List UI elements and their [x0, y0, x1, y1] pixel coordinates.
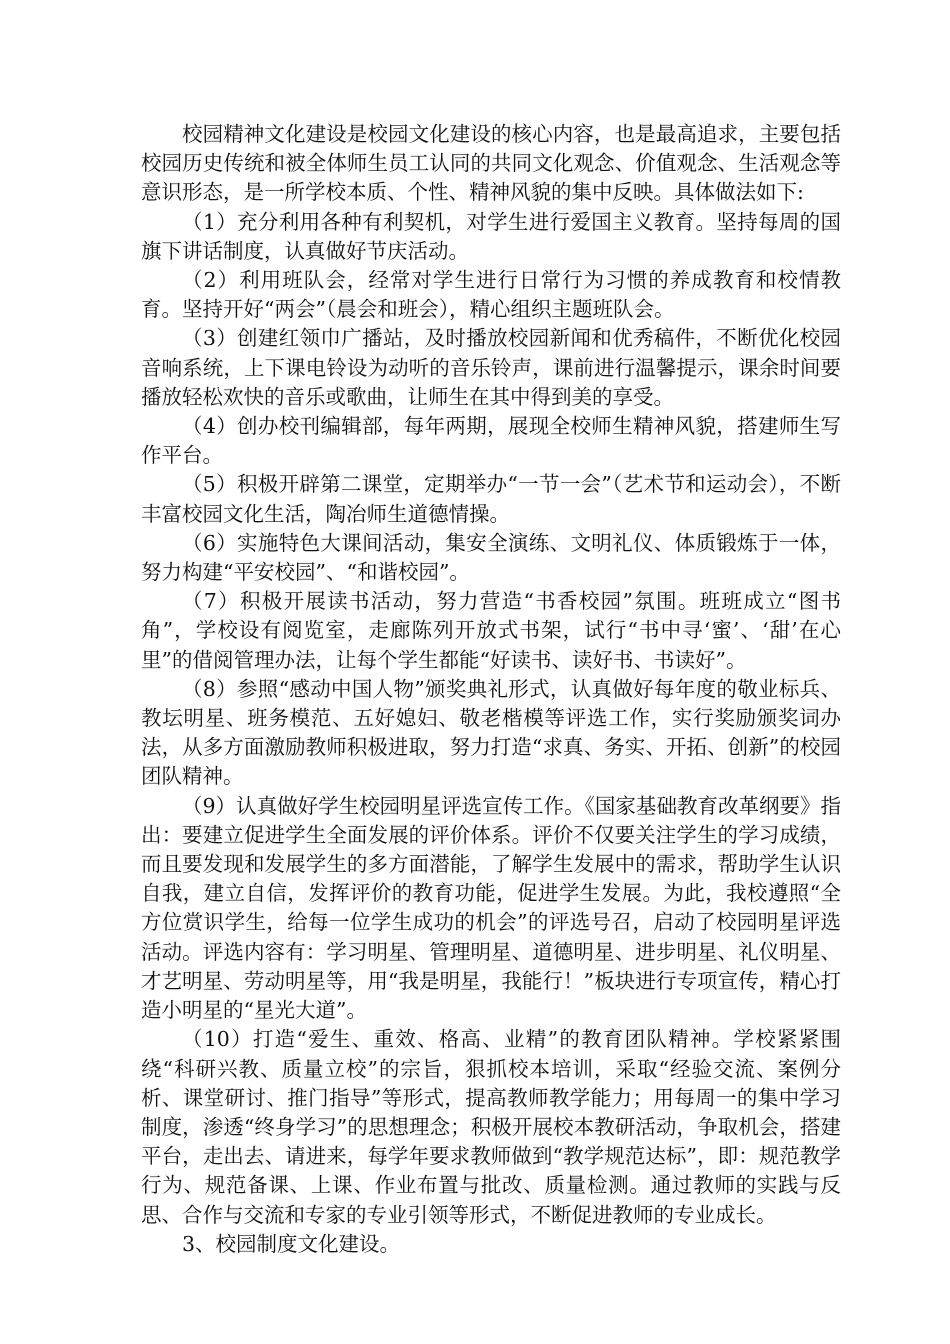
item-6-paragraph: （6）实施特色大课间活动，集安全演练、文明礼仪、体质锻炼于一体，努力构建“平安校园”、“和谐校园”。	[141, 530, 841, 585]
item-3-paragraph: （3）创建红领巾广播站，及时播放校园新闻和优秀稿件，不断优化校园音响系统，上下课电铃设为动听的音乐铃声，课前进行温馨提示，课余时间要播放轻松欢快的音乐或歌曲，让师生在其中得到美的享受。	[141, 326, 841, 409]
item-1-paragraph: （1）充分利用各种有利契机，对学生进行爱国主义教育。坚持每周的国旗下讲话制度，认真做好节庆活动。	[141, 209, 841, 263]
document-body	[141, 120, 841, 1259]
item-10-paragraph: （10）打造“爱生、重效、格高、业精”的教育团队精神。学校紧紧围绕“科研兴教、质量立校”的宗旨，狠抓校本培训，采取“经验交流、案例分析、课堂研讨、推门指导”等形式，提高教师教学能力；用每周一的集中学习制度，渗透“终身学习”的思想理念；积极开展校本教研活动，争取机会，搭建平台，走出去、请进来，每学年要求教师做到“教学规范达标”，即：规范教学行为、规范备课、上课、作业布置与批改、质量检测。通过教师的实践与反思、合作与交流和专家的专业引领等形式，不断促进教师的专业成长。	[141, 1027, 841, 1227]
item-9-paragraph: （9）认真做好学生校园明星评选宣传工作。《国家基础教育改革纲要》指出：要建立促进学生全面发展的评价体系。评价不仅要关注学生的学习成绩，而且要发现和发展学生的多方面潜能，了解学生发展中的需求，帮助学生认识自我，建立自信，发挥评价的教育功能，促进学生发展。为此，我校遵照“全方位赏识学生，给每一位学生成功的机会”的评选号召，启动了校园明星评选活动。评选内容有：学习明星、管理明星、道德明星、进步明星、礼仪明星、才艺明星、劳动明星等，用“我是明星，我能行！”板块进行专项宣传，精心打造小明星的“星光大道”。	[141, 793, 841, 1023]
item-7-paragraph: （7）积极开展读书活动，努力营造“书香校园”氛围。班班成立“图书角”，学校设有阅览室，走廊陈列开放式书架，试行“书中寻‘蜜’、‘甜’在心里”的借阅管理办法，让每个学生都能“好读书、读好书、书读好”。	[141, 589, 841, 672]
item-8-paragraph: （8）参照“感动中国人物”颁奖典礼形式，认真做好每年度的敬业标兵、教坛明星、班务模范、五好媳妇、敬老楷模等评选工作，实行奖励颁奖词办法，从多方面激励教师积极进取，努力打造“求真、务实、开拓、创新”的校园团队精神。	[141, 676, 841, 789]
item-5-paragraph: （5）积极开辟第二课堂，定期举办“一节一会”（艺术节和运动会），不断丰富校园文化生活，陶冶师生道德情操。	[141, 472, 841, 526]
item-2-paragraph: （2）利用班队会，经常对学生进行日常行为习惯的养成教育和校情教育。坚持开好“两会”（晨会和班会），精心组织主题班队会。	[141, 268, 841, 322]
section-heading: 3、校园制度文化建设。	[182, 1231, 401, 1256]
item-4-paragraph: （4）创办校刊编辑部，每年两期，展现全校师生精神风貌，搭建师生写作平台。	[141, 414, 841, 468]
intro-paragraph: 校园精神文化建设是校园文化建设的核心内容，也是最高追求，主要包括校园历史传统和被全体师生员工认同的共同文化观念、价值观念、生活观念等意识形态，是一所学校本质、个性、精神风貌的集中反映。具体做法如下:	[141, 122, 841, 205]
